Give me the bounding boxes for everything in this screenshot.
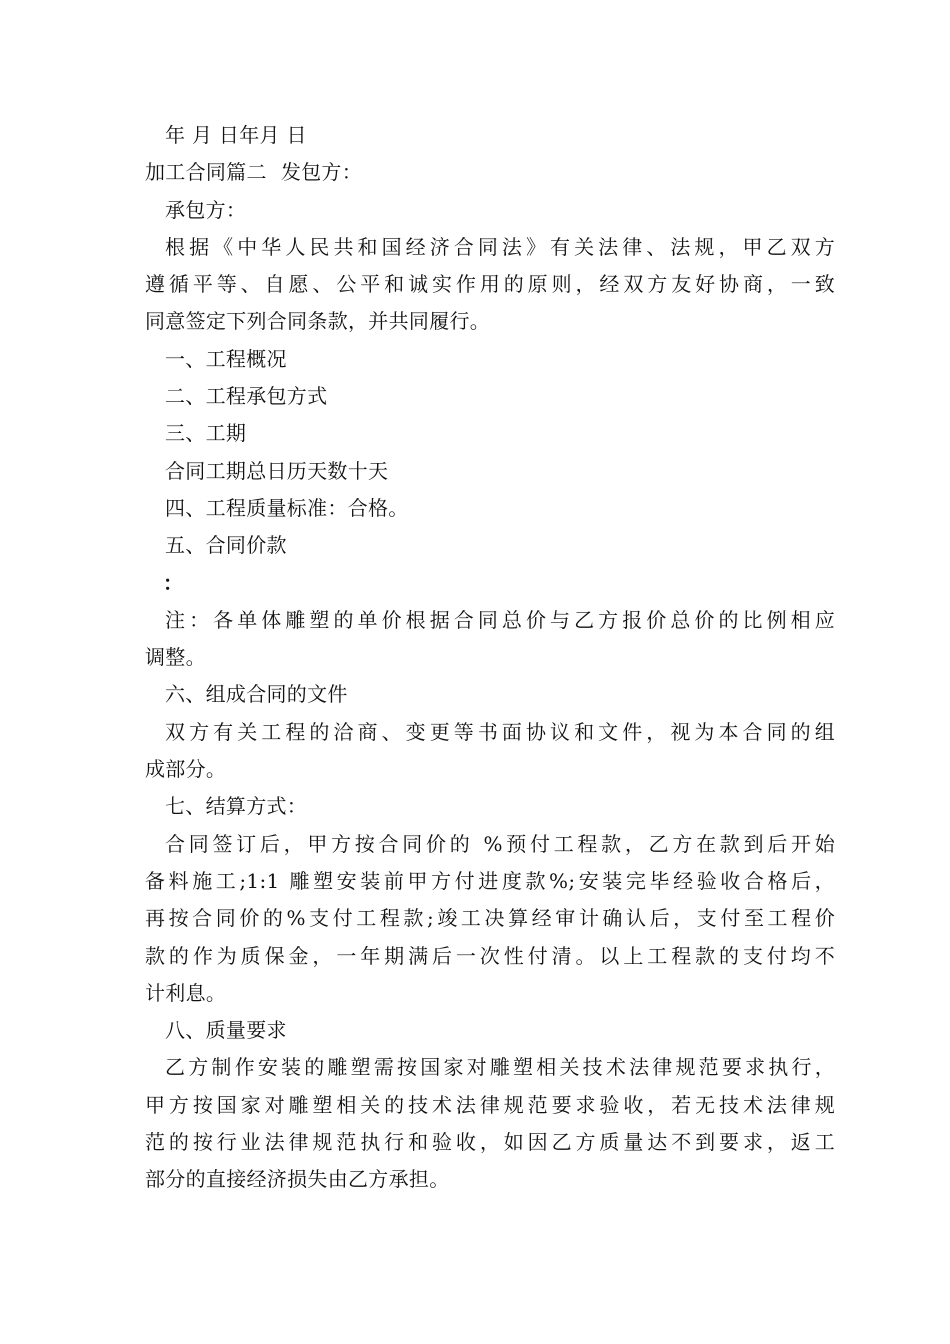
- section-7-line-2: 备料施工;1:1 雕塑安装前甲方付进度款%;安装完毕经验收合格后，: [145, 868, 835, 893]
- date-line: 年 月 日年月 日: [165, 123, 307, 147]
- section-7-line-1: 合同签订后，甲方按合同价的 %预付工程款，乙方在款到后开始: [165, 831, 835, 856]
- section-7-line-5: 计利息。: [145, 980, 227, 1005]
- section-5-colon: ：: [163, 570, 184, 595]
- issuer-label: 发包方：: [280, 160, 363, 185]
- document-title: 加工合同篇二: [145, 160, 267, 185]
- preamble-line-1: 根据《中华人民共和国经济合同法》有关法律、法规，甲乙双方: [165, 234, 835, 259]
- title-line: [145, 154, 835, 191]
- section-6-line-2: 成部分。: [145, 757, 227, 782]
- document-body: [145, 117, 835, 1199]
- section-heading-4: 四、工程质量标准：合格。: [165, 495, 409, 520]
- section-8-line-2: 甲方按国家对雕塑相关的技术法律规范要求验收，若无技术法律规: [145, 1092, 835, 1117]
- note-line-2: 调整。: [145, 645, 206, 670]
- note-line-1: 注：各单体雕塑的单价根据合同总价与乙方报价总价的比例相应: [165, 607, 835, 632]
- contractor-label: 承包方：: [165, 197, 247, 222]
- section-8-line-4: 部分的直接经济损失由乙方承担。: [145, 1167, 450, 1192]
- section-8-line-1: 乙方制作安装的雕塑需按国家对雕塑相关技术法律规范要求执行，: [165, 1055, 835, 1080]
- preamble-line-2: 遵循平等、自愿、公平和诚实作用的原则，经双方友好协商，一致: [145, 272, 835, 297]
- section-7-line-3: 再按合同价的%支付工程款;竣工决算经审计确认后，支付至工程价: [145, 906, 835, 931]
- section-6-line-1: 双方有关工程的洽商、变更等书面协议和文件，视为本合同的组: [165, 719, 835, 744]
- section-3-text: 合同工期总日历天数十天: [165, 458, 389, 483]
- section-heading-6: 六、组成合同的文件: [165, 682, 348, 707]
- section-heading-1: 一、工程概况: [165, 346, 287, 371]
- section-heading-2: 二、工程承包方式: [165, 384, 328, 409]
- section-heading-5: 五、合同价款: [165, 533, 287, 558]
- section-heading-7: 七、结算方式：: [165, 794, 308, 819]
- section-7-line-4: 款的作为质保金，一年期满后一次性付清。以上工程款的支付均不: [145, 943, 835, 968]
- section-heading-3: 三、工期: [165, 421, 247, 446]
- section-heading-8: 八、质量要求: [165, 1018, 287, 1043]
- section-8-line-3: 范的按行业法律规范执行和验收，如因乙方质量达不到要求，返工: [145, 1130, 835, 1155]
- preamble-line-3: 同意签定下列合同条款，并共同履行。: [145, 309, 491, 334]
